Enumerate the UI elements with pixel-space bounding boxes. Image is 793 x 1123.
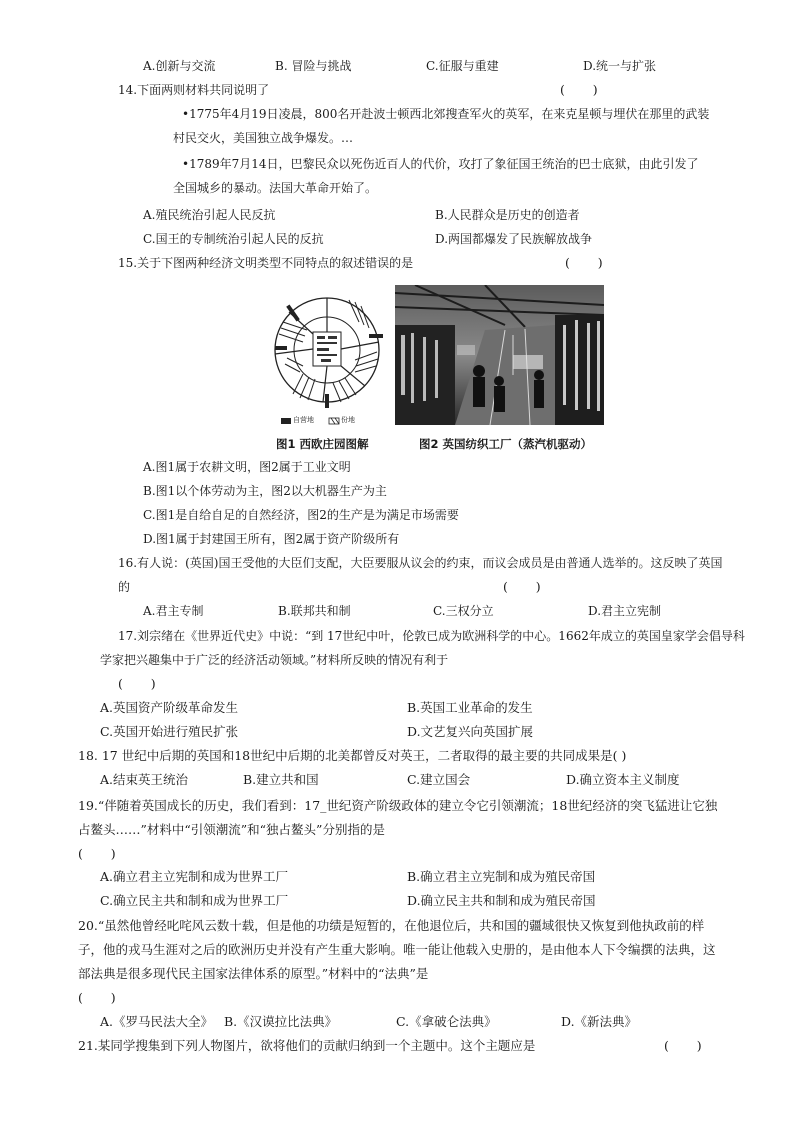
figure-2-caption: 图2 英国纺织工厂（蒸汽机驱动） (419, 437, 593, 451)
q19-stem-line-2: 占鳌头……”材料中“引领潮流”和“独占鳌头”分别指的是 (78, 822, 385, 837)
q21-stem: 21.某同学搜集到下列人物图片，欲将他们的贡献归纳到一个主题中。这个主题应是 (78, 1038, 536, 1053)
q17-answer-paren: ( ) (118, 676, 156, 691)
q17-option-c: C.英国开始进行殖民扩张 (100, 724, 239, 739)
q20-option-d: D.《新法典》 (561, 1014, 638, 1029)
q16-option-b: B.联邦共和制 (278, 604, 351, 618)
q19-option-b: B.确立君主立宪制和成为殖民帝国 (407, 869, 596, 884)
q15-option-c: C.图1是自给自足的自然经济，图2的生产是为满足市场需要 (143, 508, 459, 522)
q13-option-d: D.统一与扩张 (583, 59, 657, 73)
q20-option-a: A.《罗马民法大全》 (100, 1014, 214, 1029)
q18-option-b: B.建立共和国 (243, 772, 319, 787)
q16-stem-line-1: 16.有人说：(英国)国王受他的大臣们支配，大臣要服从议会的约束，而议会成员是由普通人选举的。这反映了英国 (118, 556, 723, 570)
q17-option-d: D.文艺复兴向英国扩展 (407, 724, 534, 739)
q15-stem: 15.关于下图两种经济文明类型不同特点的叙述错误的是 (118, 256, 414, 270)
q18-option-d: D.确立资本主义制度 (566, 772, 680, 787)
q16-option-d: D.君主立宪制 (588, 604, 662, 618)
q15-option-d: D.图1属于封建国王所有，图2属于资产阶级所有 (143, 532, 400, 546)
q16-option-c: C.三权分立 (433, 604, 494, 618)
figure-1-caption: 图1 西欧庄园图解 (276, 437, 369, 451)
q14-material-1-line-2: 村民交火，美国独立战争爆发。… (173, 131, 354, 145)
q20-option-c: C.《拿破仑法典》 (396, 1014, 497, 1029)
q17-option-b: B.英国工业革命的发生 (407, 700, 533, 715)
q14-material-1-line-1: •1775年4月19日凌晨，800名开赴波士顿西北郊搜查军火的英军，在来克星顿与埋伏在那里的武装 (182, 107, 710, 121)
q20-stem-line-2: 子，他的戎马生涯对之后的欧洲历史并没有产生重大影响。唯一能让他载入史册的，是由他本人下令编撰的法典，这 (78, 942, 716, 957)
q14-answer-paren: ( ) (560, 82, 598, 97)
q14-material-2-line-1: •1789年7月14日，巴黎民众以死伤近百人的代价，攻打了象征国王统治的巴士底狱，由此引发了 (182, 157, 699, 171)
q18-stem: 18. 17 世纪中后期的英国和18世纪中后期的北美都曾反对英王，二者取得的最主要的共同成果是( ) (78, 748, 627, 763)
q19-answer-paren: ( ) (78, 846, 116, 861)
q14-option-a: A.殖民统治引起人民反抗 (143, 208, 276, 222)
q13-option-a: A.创新与交流 (143, 59, 216, 73)
q14-stem: 14.下面两则材料共同说明了 (118, 83, 270, 97)
q15-option-b: B.图1以个体劳动为主，图2以大机器生产为主 (143, 484, 387, 498)
q14-option-c: C.国王的专制统治引起人民的反抗 (143, 232, 324, 246)
q18-option-a: A.结束英王统治 (100, 772, 189, 787)
q13-option-b: B. 冒险与挑战 (275, 59, 352, 73)
figure-1-legend-demesne: 自营地 (293, 416, 314, 424)
q16-option-a: A.君主专制 (143, 604, 204, 618)
q14-option-d: D.两国都爆发了民族解放战争 (435, 232, 593, 246)
q17-option-a: A.英国资产阶级革命发生 (100, 700, 239, 715)
q13-option-c: C.征服与重建 (426, 59, 499, 73)
figure-2-textile-factory-photo (395, 285, 604, 425)
q20-option-b: B.《汉谟拉比法典》 (224, 1014, 338, 1029)
q16-stem-line-2: 的 (118, 580, 131, 594)
figure-1-manor-diagram (263, 282, 393, 429)
q17-stem-line-2: 学家把兴趣集中于广泛的经济活动领域。”材料所反映的情况有利于 (100, 653, 449, 667)
q14-material-2-line-2: 全国城乡的暴动。法国大革命开始了。 (173, 181, 378, 195)
q19-option-c: C.确立民主共和制和成为世界工厂 (100, 893, 289, 908)
q20-stem-line-3: 部法典是很多现代民主国家法律体系的原型。”材料中的“法典”是 (78, 966, 429, 981)
q19-stem-line-1: 19.“伴随着英国成长的历史，我们看到：17_世纪资产阶级政体的建立令它引领潮流；18世纪经济的突飞猛进让它独 (78, 798, 718, 813)
q15-option-a: A.图1属于农耕文明，图2属于工业文明 (143, 460, 351, 474)
figure-1-legend-holding: 份地 (341, 416, 355, 424)
q15-answer-paren: ( ) (565, 255, 603, 270)
q14-option-b: B.人民群众是历史的创造者 (435, 208, 580, 222)
q19-option-a: A.确立君主立宪制和成为世界工厂 (100, 869, 289, 884)
q20-answer-paren: ( ) (78, 990, 116, 1005)
q16-answer-paren: ( ) (503, 579, 541, 594)
q17-stem-line-1: 17.刘宗绪在《世界近代史》中说：“到 17世纪中叶，伦敦已成为欧洲科学的中心。1662年成立的英国皇家学会倡导科 (118, 629, 745, 643)
q21-answer-paren: ( ) (664, 1038, 702, 1053)
q19-option-d: D.确立民主共和制和成为殖民帝国 (407, 893, 596, 908)
q20-stem-line-1: 20.“虽然他曾经叱咤风云数十载，但是他的功绩是短暂的，在他退位后，共和国的疆域很快又恢复到他执政前的样 (78, 918, 705, 933)
q18-option-c: C.建立国会 (407, 772, 471, 787)
